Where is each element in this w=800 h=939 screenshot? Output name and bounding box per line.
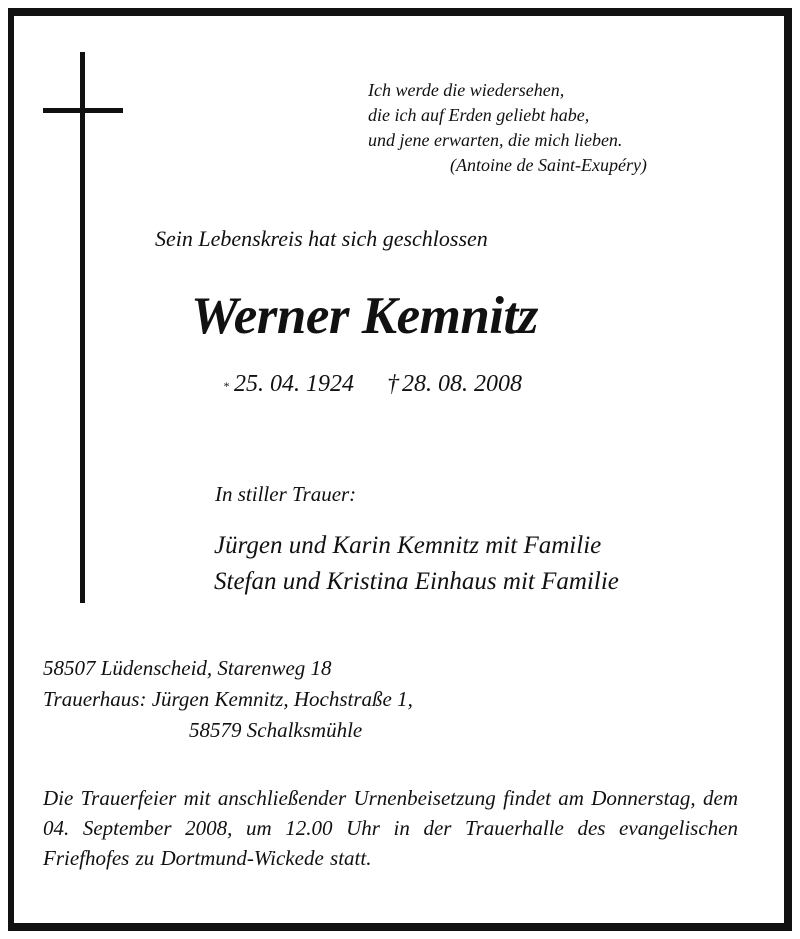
life-dates	[223, 367, 522, 401]
cross-vertical-bar	[80, 52, 85, 603]
quote-line: die ich auf Erden geliebt habe,	[368, 105, 590, 125]
quote-line: und jene erwarten, die mich lieben.	[368, 130, 623, 150]
mourner-line: Jürgen und Karin Kemnitz mit Familie	[214, 532, 602, 559]
address-line-1: 58507 Lüdenscheid, Starenweg 18	[43, 656, 332, 680]
quote-block	[368, 78, 738, 178]
mourners-list	[214, 528, 619, 600]
quote-author: (Antoine de Saint-Exupéry)	[450, 155, 647, 175]
cross-horizontal-bar	[43, 108, 123, 113]
address-line-2: Trauerhaus: Jürgen Kemnitz, Hochstraße 1,	[43, 687, 413, 711]
funeral-notice: Die Trauerfeier mit anschließender Urnenbeisetzung findet am Donnerstag, dem 04. September 2008, um 12.00 Uhr in der Trauerhalle des evangelischen Friefhofes zu Dortmund-Wickede statt.	[43, 786, 738, 870]
birth-date: 25. 04. 1924	[234, 371, 354, 397]
intro-text: Sein Lebenskreis hat sich geschlossen	[155, 226, 488, 251]
mourning-heading: In stiller Trauer:	[215, 482, 357, 506]
death-date: 28. 08. 2008	[402, 371, 522, 397]
address-block	[43, 653, 413, 746]
death-dagger-icon: †	[387, 371, 399, 397]
death-date-group	[387, 367, 522, 401]
quote-line: Ich werde die wiedersehen,	[368, 80, 565, 100]
deceased-name: Werner Kemnitz	[191, 287, 538, 345]
address-line-3: 58579 Schalksmühle	[189, 718, 363, 742]
mourner-line: Stefan und Kristina Einhaus mit Familie	[214, 568, 619, 595]
birth-star-icon: *	[223, 379, 229, 393]
